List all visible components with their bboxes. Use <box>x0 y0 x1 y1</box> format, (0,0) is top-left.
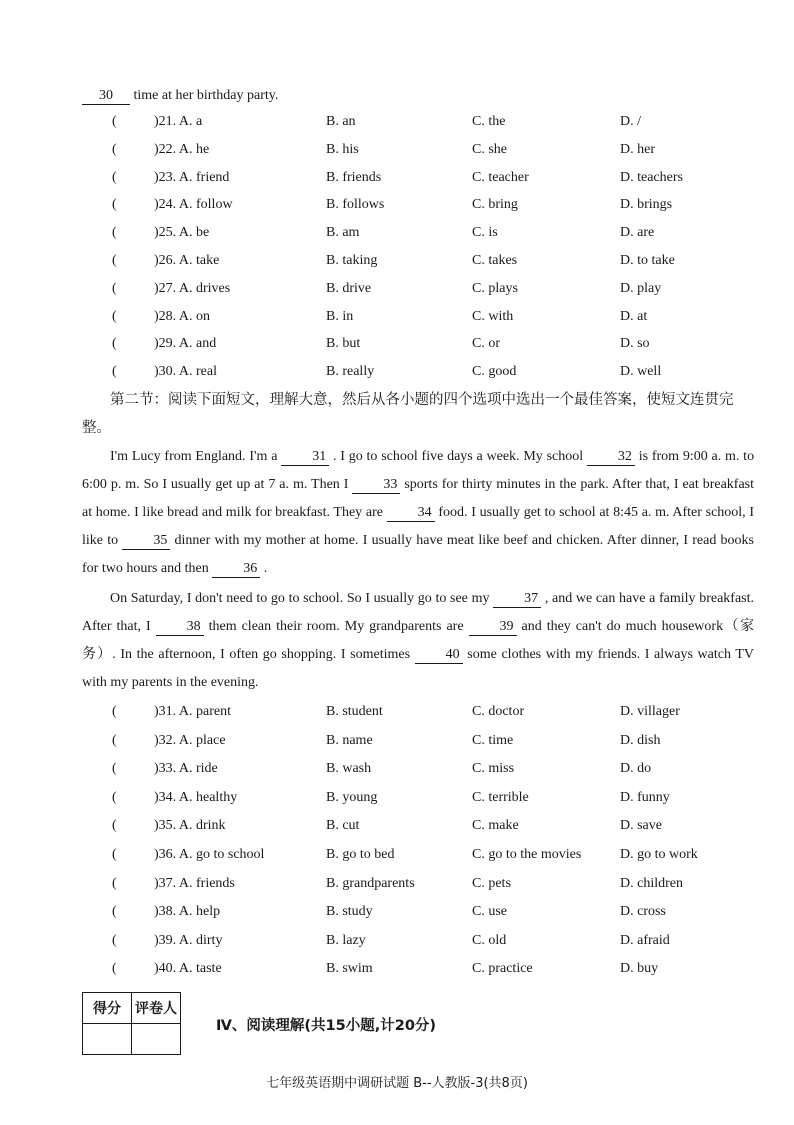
page-footer: 七年级英语期中调研试题 B--人教版-3(共8页) <box>266 1076 528 1091</box>
option-c[interactable]: C. practice <box>472 961 533 977</box>
option-b[interactable]: B. really <box>326 364 375 380</box>
answer-paren[interactable]: ( <box>112 904 117 920</box>
option-a[interactable]: )29. A. and <box>154 336 217 352</box>
option-b[interactable]: B. follows <box>326 197 385 213</box>
option-a[interactable]: )34. A. healthy <box>154 789 238 805</box>
question-row <box>82 170 772 192</box>
option-b[interactable]: B. taking <box>326 253 378 268</box>
question-row <box>82 904 772 926</box>
option-b[interactable]: B. am <box>326 225 360 241</box>
question-row <box>82 225 772 247</box>
passage-paragraph-1 <box>82 443 754 583</box>
option-d[interactable]: D. play <box>620 280 662 296</box>
option-c[interactable]: C. good <box>472 364 517 380</box>
option-d[interactable]: D. well <box>620 364 662 380</box>
question-row <box>82 364 772 386</box>
option-b[interactable]: B. student <box>326 704 383 719</box>
question-row <box>82 733 772 755</box>
option-c[interactable]: C. is <box>472 225 498 241</box>
option-b[interactable]: B. young <box>326 789 378 805</box>
option-c[interactable]: C. go to the movies <box>472 847 582 862</box>
answer-paren[interactable]: ( <box>112 364 117 380</box>
option-a[interactable]: )24. A. follow <box>154 197 233 213</box>
score-label: 得分 <box>83 993 132 1024</box>
question-row <box>82 847 772 869</box>
option-a[interactable]: )31. A. parent <box>154 704 231 719</box>
answer-paren[interactable]: ( <box>112 761 117 777</box>
option-b[interactable]: B. his <box>326 141 359 157</box>
option-d[interactable]: D. save <box>620 818 662 834</box>
option-d[interactable]: D. / <box>620 114 641 129</box>
option-c[interactable]: C. she <box>472 141 507 157</box>
score-cell[interactable] <box>83 1024 132 1055</box>
option-d[interactable]: D. go to work <box>620 847 698 862</box>
option-c[interactable]: C. teacher <box>472 169 529 185</box>
question-row <box>82 309 772 331</box>
option-c[interactable]: C. with <box>472 308 514 324</box>
option-d[interactable]: D. children <box>620 875 683 891</box>
answer-paren[interactable]: ( <box>112 197 117 213</box>
passage-text: On Saturday, I don't need to go to school. So I usually go to see my <box>110 591 490 606</box>
option-a[interactable]: )38. A. help <box>154 904 221 920</box>
answer-paren[interactable]: ( <box>112 225 117 241</box>
question-row <box>82 114 772 136</box>
answer-blank: 31 <box>281 449 329 466</box>
passage-text: food. I usually get to school at 8:45 a. m. After school, I like to <box>82 505 755 548</box>
answer-paren[interactable]: ( <box>112 961 117 977</box>
option-a[interactable]: )23. A. friend <box>154 169 230 185</box>
passage-text: sports for thirty minutes in the park. After that, I eat breakfast at home. I like bread and milk for breakfast. They are <box>82 477 755 520</box>
part4-title: Ⅳ、阅读理解(共15小题,计20分) <box>216 1018 437 1034</box>
option-a[interactable]: )35. A. drink <box>154 818 226 834</box>
option-c[interactable]: C. doctor <box>472 704 525 719</box>
option-d[interactable]: D. her <box>620 141 655 157</box>
option-c[interactable]: C. bring <box>472 197 518 213</box>
option-b[interactable]: B. grandparents <box>326 875 415 891</box>
option-d[interactable]: D. so <box>620 336 650 352</box>
answer-paren[interactable]: ( <box>112 114 117 129</box>
passage-text: , and we can have a family breakfast. After that, I <box>82 591 755 634</box>
answer-blank: 39 <box>469 619 517 636</box>
option-a[interactable]: )39. A. dirty <box>154 932 223 948</box>
question-row <box>82 336 772 358</box>
option-d[interactable]: D. villager <box>620 704 680 719</box>
answer-blank: 35 <box>122 533 170 550</box>
answer-blank: 37 <box>493 591 541 608</box>
score-box <box>82 992 181 1055</box>
question-row <box>82 933 772 955</box>
option-c[interactable]: C. the <box>472 114 506 129</box>
option-d[interactable]: D. brings <box>620 197 673 213</box>
intro-text: time at her birthday party. <box>133 88 279 103</box>
option-d[interactable]: D. cross <box>620 904 666 920</box>
option-a[interactable]: )40. A. taste <box>154 961 222 977</box>
option-a[interactable]: )22. A. he <box>154 141 210 157</box>
question-row <box>82 197 772 219</box>
passage-text: dinner with my mother at home. I usually have meat like beef and chicken. After dinner, I read books for two hours and then <box>82 533 755 576</box>
option-c[interactable]: C. or <box>472 336 500 352</box>
answer-blank: 36 <box>212 561 260 578</box>
option-a[interactable]: )30. A. real <box>154 364 217 380</box>
answer-paren[interactable]: ( <box>112 253 117 268</box>
option-b[interactable]: B. wash <box>326 761 372 777</box>
option-b[interactable]: B. an <box>326 114 356 129</box>
answer-blank: 38 <box>156 619 204 636</box>
answer-blank: 40 <box>415 647 463 664</box>
passage-text: some clothes with my friends. I always watch TV with my parents in the evening. <box>82 647 754 690</box>
option-b[interactable]: B. study <box>326 904 373 920</box>
question-row <box>82 761 772 783</box>
passage-text: them clean their room. My grandparents are <box>208 619 464 634</box>
option-c[interactable]: C. pets <box>472 875 511 891</box>
option-b[interactable]: B. in <box>326 308 354 324</box>
option-b[interactable]: B. go to bed <box>326 847 395 862</box>
option-a[interactable]: )28. A. on <box>154 308 210 324</box>
grader-cell[interactable] <box>132 1024 181 1055</box>
option-d[interactable]: D. buy <box>620 961 659 977</box>
option-c[interactable]: C. miss <box>472 761 515 777</box>
answer-paren[interactable]: ( <box>112 280 117 296</box>
grader-label: 评卷人 <box>132 993 181 1024</box>
answer-blank: 30 <box>82 88 130 105</box>
answer-paren[interactable]: ( <box>112 875 117 891</box>
passage-text: . <box>263 561 268 576</box>
option-c[interactable]: C. takes <box>472 253 518 268</box>
option-d[interactable]: D. at <box>620 308 648 324</box>
answer-paren[interactable]: ( <box>112 336 117 352</box>
question-row <box>82 704 772 726</box>
option-c[interactable]: C. terrible <box>472 789 529 805</box>
answer-paren[interactable]: ( <box>112 169 117 185</box>
option-c[interactable]: C. use <box>472 904 507 920</box>
option-d[interactable]: D. funny <box>620 789 670 805</box>
question-row <box>82 818 772 840</box>
passage-paragraph-2 <box>82 585 754 697</box>
option-c[interactable]: C. time <box>472 732 514 748</box>
option-b[interactable]: B. name <box>326 732 373 748</box>
answer-paren[interactable]: ( <box>112 932 117 948</box>
answer-paren[interactable]: ( <box>112 704 117 719</box>
answer-blank: 34 <box>387 505 435 522</box>
option-a[interactable]: )36. A. go to school <box>154 847 265 862</box>
option-a[interactable]: )27. A. drives <box>154 280 231 296</box>
answer-paren[interactable]: ( <box>112 789 117 805</box>
answer-paren[interactable]: ( <box>112 308 117 324</box>
question-row <box>82 876 772 898</box>
option-b[interactable]: B. but <box>326 336 361 352</box>
option-a[interactable]: )33. A. ride <box>154 761 218 777</box>
passage-text: . I go to school five days a week. My school <box>333 449 584 464</box>
question-row <box>82 142 772 164</box>
option-d[interactable]: D. do <box>620 761 652 777</box>
option-a[interactable]: )25. A. be <box>154 225 210 241</box>
question-row <box>82 790 772 812</box>
answer-paren[interactable]: ( <box>112 818 117 834</box>
option-d[interactable]: D. dish <box>620 732 661 748</box>
option-a[interactable]: )26. A. take <box>154 253 220 268</box>
option-d[interactable]: D. afraid <box>620 932 670 948</box>
answer-blank: 33 <box>352 477 400 494</box>
option-d[interactable]: D. to take <box>620 253 675 268</box>
question-row <box>82 961 772 983</box>
intro-line <box>82 88 278 105</box>
option-c[interactable]: C. old <box>472 932 507 948</box>
option-b[interactable]: B. friends <box>326 169 382 185</box>
question-row <box>82 253 772 275</box>
option-a[interactable]: )37. A. friends <box>154 875 235 891</box>
option-b[interactable]: B. lazy <box>326 932 366 948</box>
option-b[interactable]: B. swim <box>326 961 373 977</box>
answer-paren[interactable]: ( <box>112 141 117 157</box>
passage-text: I'm Lucy from England. I'm a <box>110 449 278 464</box>
option-a[interactable]: )32. A. place <box>154 732 226 748</box>
option-c[interactable]: C. make <box>472 818 519 834</box>
answer-blank: 32 <box>587 449 635 466</box>
option-d[interactable]: D. are <box>620 225 655 241</box>
passage-text: and they can't do much housework（家务）. In the afternoon, I often go shopping. I sometimes <box>82 619 755 662</box>
answer-paren[interactable]: ( <box>112 847 117 862</box>
question-row <box>82 281 772 303</box>
option-a[interactable]: )21. A. a <box>154 114 203 129</box>
section2-title: 第二节：阅读下面短文，理解大意，然后从各小题的四个选项中选出一个最佳答案，使短文连贯完整。 <box>82 392 734 436</box>
option-d[interactable]: D. teachers <box>620 169 683 185</box>
answer-paren[interactable]: ( <box>112 732 117 748</box>
option-b[interactable]: B. cut <box>326 818 360 834</box>
option-c[interactable]: C. plays <box>472 280 518 296</box>
option-b[interactable]: B. drive <box>326 280 372 296</box>
passage-text: is from 9:00 a. m. to 6:00 p. m. So I usually get up at 7 a. m. Then I <box>82 449 755 492</box>
